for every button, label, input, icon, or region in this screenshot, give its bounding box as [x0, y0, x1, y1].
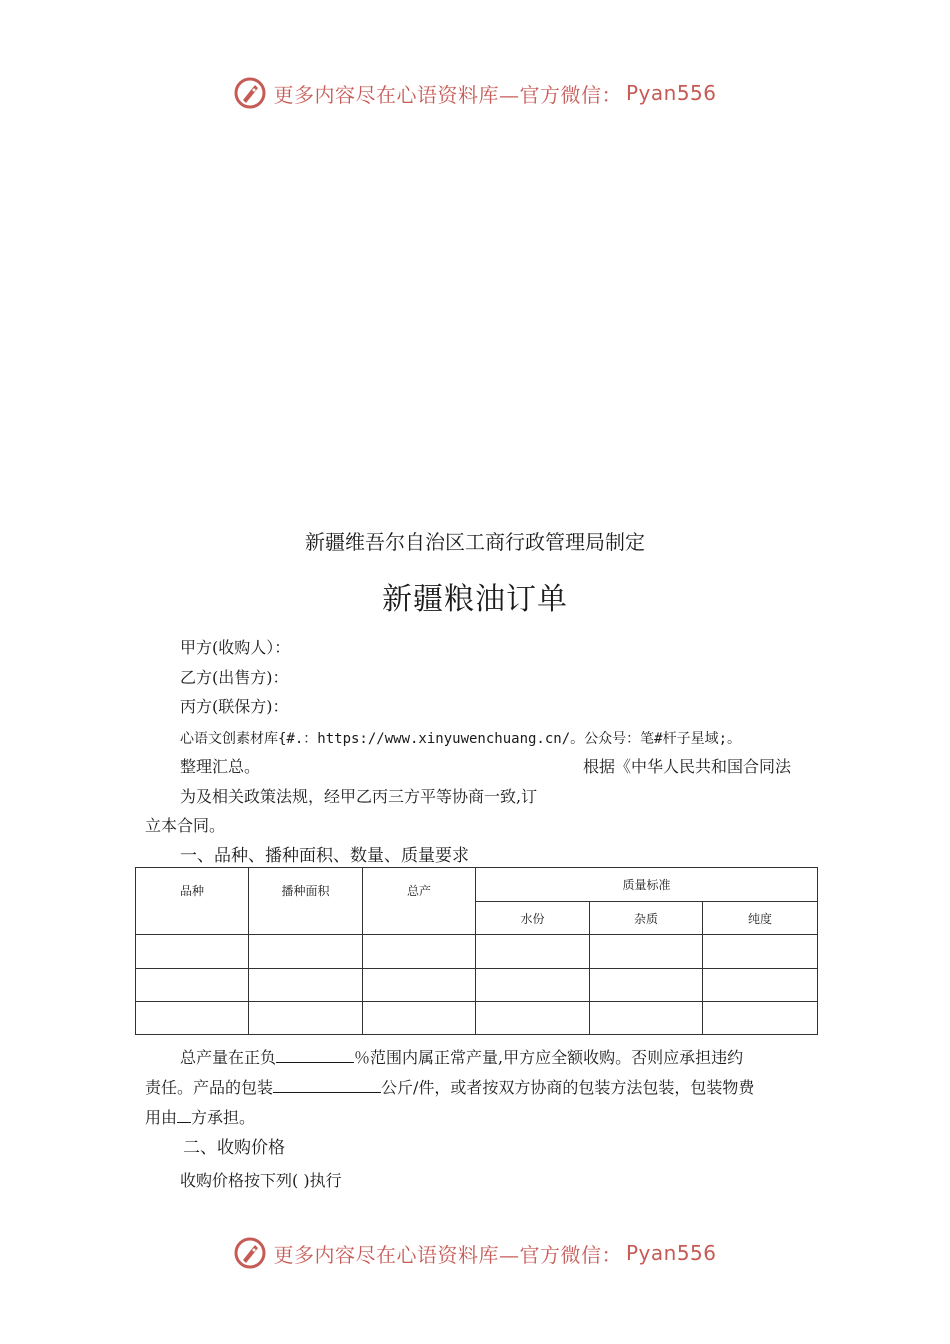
packaging-text-a: 责任。产品的包装: [145, 1078, 274, 1097]
col-header-area: 播种面积: [249, 868, 363, 935]
pen-nib-icon: [233, 76, 267, 110]
packaging-weight-blank[interactable]: [273, 1076, 381, 1093]
table-cell: [363, 968, 476, 1001]
packaging-cost-line: [145, 1106, 255, 1129]
table-cell: [703, 935, 818, 968]
responsible-party-blank[interactable]: [177, 1106, 191, 1123]
header-banner: [0, 73, 950, 113]
packaging-paragraph: [145, 1076, 754, 1099]
table-cell: [703, 968, 818, 1001]
table-cell: [249, 1001, 363, 1034]
table-cell: [249, 968, 363, 1001]
issuer: 新疆维吾尔自治区工商行政管理局制定: [305, 530, 645, 554]
section-1-heading: 一、品种、播种面积、数量、质量要求: [180, 846, 469, 866]
col-header-variety: 品种: [136, 868, 249, 935]
banner-wechat-id: Pyan556: [625, 81, 717, 105]
packaging-cost-text-a: 用由: [145, 1108, 178, 1127]
legal-basis: 根据《中华人民共和国合同法: [583, 757, 792, 776]
packaging-cost-text-b: 方承担。: [191, 1108, 256, 1127]
col-header-moisture: 水份: [476, 902, 590, 935]
table-cell: [363, 1001, 476, 1034]
packaging-text-b: 公斤/件，或者按双方协商的包装方法包装，包装物费: [381, 1078, 755, 1097]
col-header-impurity: 杂质: [590, 902, 703, 935]
yield-text-a: 总产量在正负: [180, 1048, 277, 1067]
table-cell: [590, 1001, 703, 1034]
compiled-note: 整理汇总。: [180, 757, 261, 776]
col-header-purity: 纯度: [703, 902, 818, 935]
table-row: [136, 968, 818, 1001]
table-cell: [363, 935, 476, 968]
party-a-line: 甲方(收购人）：: [180, 638, 291, 657]
yield-percent-blank[interactable]: [276, 1046, 354, 1063]
table-cell: [476, 1001, 590, 1034]
table-cell: [590, 935, 703, 968]
footer-banner: [0, 1233, 950, 1273]
page-title: 新疆粮油订单: [382, 582, 568, 617]
banner-text: 更多内容尽在心语资料库—官方微信：: [273, 82, 622, 107]
pen-nib-icon: [233, 1236, 267, 1270]
yield-text-b: ％范围内属正常产量,甲方应全额收购。否则应承担违约: [354, 1048, 744, 1067]
party-c-line: 丙方(联保方)：: [180, 697, 289, 716]
source-line: [180, 727, 741, 750]
table-cell: [249, 935, 363, 968]
table-cell: [703, 1001, 818, 1034]
table-cell: [476, 968, 590, 1001]
section-2-heading: 二、收购价格: [183, 1138, 285, 1158]
banner-wechat-id: Pyan556: [625, 1241, 717, 1265]
quality-table: [135, 867, 818, 1035]
col-header-total: 总产: [363, 868, 476, 935]
clause-text-2: 立本合同。: [145, 816, 226, 835]
banner-text: 更多内容尽在心语资料库—官方微信：: [273, 1242, 622, 1267]
table-cell: [136, 935, 249, 968]
table-cell: [136, 968, 249, 1001]
table-cell: [476, 935, 590, 968]
table-cell: [136, 1001, 249, 1034]
yield-paragraph: [180, 1046, 743, 1069]
table-cell: [590, 968, 703, 1001]
table-row: [136, 935, 818, 968]
clause-text-1: 为及相关政策法规，经甲乙丙三方平等协商一致,订: [180, 787, 538, 806]
col-header-quality: 质量标准: [476, 868, 818, 902]
table-row: [136, 1001, 818, 1034]
price-line: 收购价格按下列( )执行: [180, 1171, 342, 1190]
party-b-line: 乙方(出售方)：: [180, 668, 289, 687]
source-text: 心语文创素材库{#.：https://www.xinyuwenchuang.cn/。公众号：笔#杆子星域;。: [180, 731, 742, 747]
